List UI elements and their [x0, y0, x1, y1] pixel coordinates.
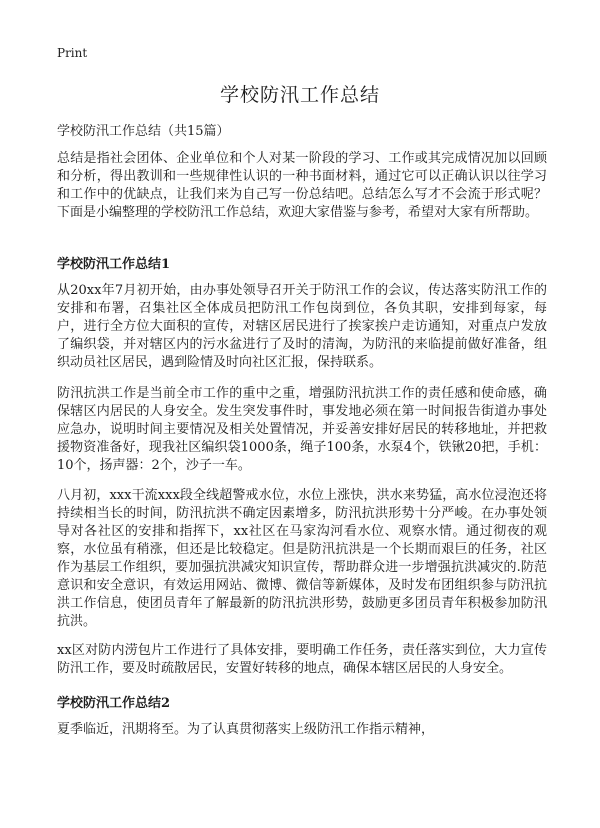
- section-2-paragraph-1: 夏季临近，汛期将至。为了认真贯彻落实上级防汛工作指示精神，: [57, 722, 435, 737]
- section-1-paragraph-2: 防汛抗洪工作是当前全市工作的重中之重，增强防汛抗洪工作的责任感和使命感，确保辖区内居民的人身安全。发生突发事件时，事发地必须在第一时间报告街道办事处应急办，说明时间主要情况及相关处置情况，并妥善安排好居民的转移地址，并把救援物资准备好，现我社区编织袋1000条，绳子100条，水泵4个，铁锹20把，手机：10个，扬声器：2个，沙子一车。: [57, 386, 547, 473]
- document-subtitle: 学校防汛工作总结（共15篇）: [57, 124, 230, 139]
- intro-paragraph: 总结是指社会团体、企业单位和个人对某一阶段的学习、工作或其完成情况加以回顾和分析，得出教训和一些规律性认识的一种书面材料，通过它可以正确认识以往学习和工作中的优缺点，让我们来为自己写一份总结吧。总结怎么写才不会流于形式呢？下面是小编整理的学校防汛工作总结，欢迎大家借鉴与参考，希望对大家有所帮助。: [57, 151, 547, 220]
- section-1-paragraph-1: 从20xx年7月初开始，由办事处领导召开关于防汛工作的会议，传达落实防汛工作的安排和布署，召集社区全体成员把防汛工作包岗到位，各负其职，安排到每家，每户，进行全方位大面积的宣传，对辖区居民进行了挨家挨户走访通知，对重点户发放了编织袋，并对辖区内的污水盆进行了及时的清淘，为防汛的来临提前做好准备，组织动员社区居民，遇到险情及时向社区汇报，保持联系。: [57, 283, 547, 370]
- document-title: 学校防汛工作总结: [219, 84, 380, 106]
- section-heading-2: 学校防汛工作总结2: [57, 696, 171, 711]
- section-1-paragraph-4: xx区对防内涝包片工作进行了具体安排，要明确工作任务，责任落实到位，大力宣传防汛工作，要及时疏散居民，安置好转移的地点，确保本辖区居民的人身安全。: [57, 643, 547, 676]
- section-heading-1: 学校防汛工作总结1: [57, 257, 171, 272]
- print-link[interactable]: Print: [57, 46, 88, 60]
- section-1-paragraph-3: 八月初，xxx干流xxx段全线超警戒水位，水位上涨快，洪水来势猛，高水位浸泡还将持续相当长的时间，防汛抗洪不确定因素增多，防汛抗洪形势十分严峻。在办事处领导对各社区的安排和指挥下，xx社区在马家沟河看水位、观察水情。通过彻夜的观察，水位虽有稍涨，但还是比较稳定。但是防汛抗洪是一个长期而艰巨的任务，社区作为基层工作组织，要加强抗洪减灾知识宣传，帮助群众进一步增强抗洪减灾的.防范意识和安全意识，有效运用网站、微博、微信等新媒体，及时发布团组织参与防汛抗洪工作信息，使团员青年了解最新的防汛抗洪形势，鼓励更多团员青年积极参加防汛抗洪。: [57, 488, 547, 629]
